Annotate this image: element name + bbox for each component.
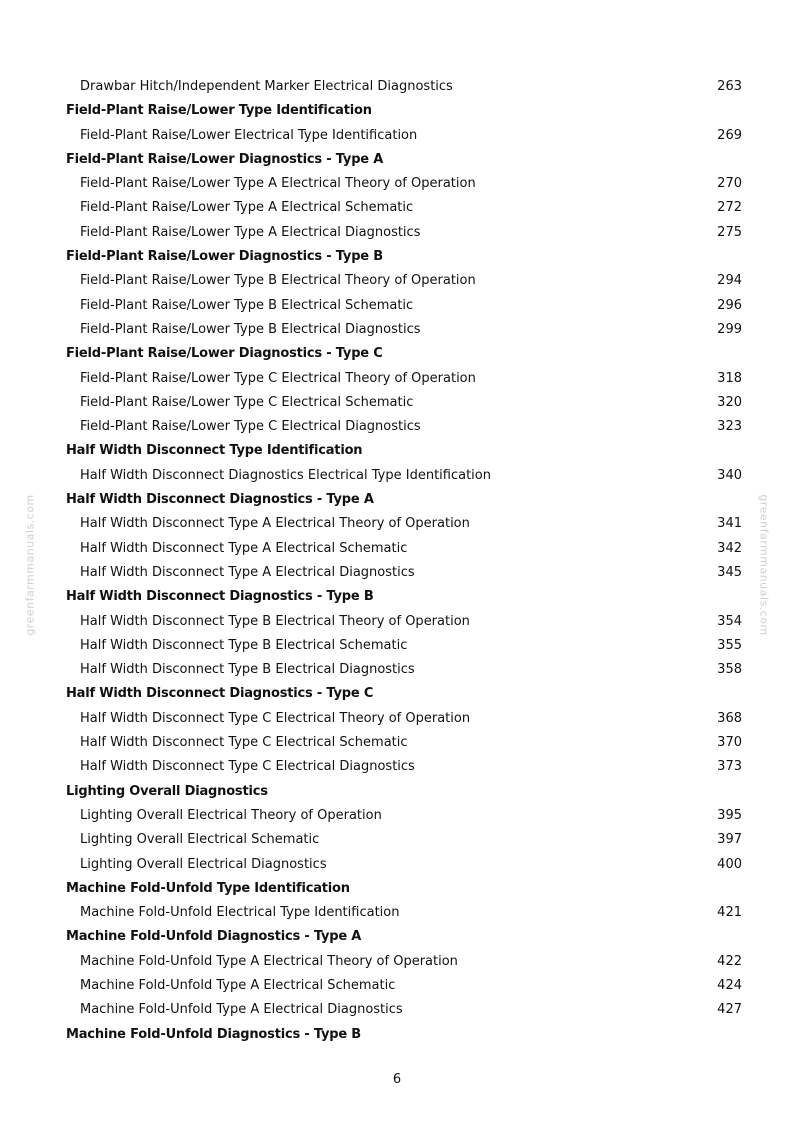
toc-entry[interactable] <box>66 974 742 998</box>
toc-page-number: 272 <box>717 200 742 216</box>
toc-entry[interactable] <box>66 537 742 561</box>
toc-entry-title: Drawbar Hitch/Independent Marker Electrical Diagnostics <box>80 79 453 94</box>
toc-entry-title: Field-Plant Raise/Lower Type A Electrical Theory of Operation <box>80 176 476 192</box>
toc-entry-title: Half Width Disconnect Type B Electrical Schematic <box>80 637 408 653</box>
toc-section-heading <box>66 877 742 901</box>
toc-entry-title: Field-Plant Raise/Lower Type C Electrical Theory of Operation <box>80 370 476 386</box>
toc-page-number: 342 <box>717 540 742 556</box>
toc-entry-title: Machine Fold-Unfold Type A Electrical Schematic <box>80 977 396 993</box>
toc-section-heading <box>66 148 742 172</box>
toc-entry-title: Half Width Disconnect Type C Electrical Schematic <box>80 735 408 751</box>
toc-heading-title: Lighting Overall Diagnostics <box>66 783 268 799</box>
toc-entry-title: Half Width Disconnect Type B Electrical Diagnostics <box>80 662 415 678</box>
toc-page-number: 424 <box>717 977 742 993</box>
toc-section-heading <box>66 99 742 123</box>
toc-page-number: 318 <box>717 370 742 386</box>
toc-heading-title: Field-Plant Raise/Lower Type Identification <box>66 103 372 119</box>
toc-entry[interactable] <box>66 634 742 658</box>
toc-entry-title: Half Width Disconnect Diagnostics Electrical Type Identification <box>80 467 491 483</box>
toc-entry[interactable] <box>66 318 742 342</box>
toc-entry[interactable] <box>66 294 742 318</box>
toc-section-heading <box>66 780 742 804</box>
toc-page-number: 270 <box>717 176 742 192</box>
toc-entry[interactable] <box>66 512 742 536</box>
toc-entry-title: Field-Plant Raise/Lower Type C Electrical Diagnostics <box>80 419 421 435</box>
toc-entry-title: Field-Plant Raise/Lower Type B Electrical Schematic <box>80 297 414 313</box>
toc-entry-title: Machine Fold-Unfold Electrical Type Identification <box>80 905 400 921</box>
toc-page-number: 427 <box>717 1002 742 1018</box>
toc-entry[interactable] <box>66 391 742 415</box>
toc-entry-title: Half Width Disconnect Type C Electrical Theory of Operation <box>80 710 471 726</box>
toc-entry-title: Field-Plant Raise/Lower Type B Electrical Diagnostics <box>80 321 421 337</box>
toc-page-number: 421 <box>717 905 742 921</box>
toc-entry-title: Half Width Disconnect Type C Electrical Diagnostics <box>80 759 415 775</box>
toc-section-heading <box>66 682 742 706</box>
toc-entry-title: Lighting Overall Electrical Theory of Operation <box>80 807 382 823</box>
page-number: 6 <box>392 1072 402 1087</box>
toc-entry-title: Machine Fold-Unfold Type A Electrical Theory of Operation <box>80 953 458 969</box>
toc-page-number: 345 <box>717 564 742 580</box>
toc-entry[interactable] <box>66 561 742 585</box>
toc-entry[interactable] <box>66 172 742 196</box>
toc-section-heading <box>66 439 742 463</box>
toc-page-number: 355 <box>717 637 742 653</box>
toc-entry[interactable] <box>66 707 742 731</box>
toc-section-heading <box>66 585 742 609</box>
toc-heading-title: Half Width Disconnect Diagnostics - Type C <box>66 686 374 702</box>
toc-page-number: 323 <box>717 419 742 435</box>
toc-entry[interactable] <box>66 731 742 755</box>
toc-entry[interactable] <box>66 221 742 245</box>
toc-entry[interactable] <box>66 853 742 877</box>
toc-entry[interactable] <box>66 755 742 779</box>
toc-entry[interactable] <box>66 464 742 488</box>
toc-page-number: 397 <box>717 832 742 848</box>
toc-heading-title: Field-Plant Raise/Lower Diagnostics - Type B <box>66 249 383 265</box>
toc-section-heading <box>66 925 742 949</box>
toc-entry[interactable] <box>66 415 742 439</box>
toc-page-number: 294 <box>717 273 742 289</box>
toc-entry[interactable] <box>66 950 742 974</box>
toc-page-number: 368 <box>717 710 742 726</box>
toc-entry[interactable] <box>66 901 742 925</box>
toc-heading-title: Half Width Disconnect Diagnostics - Type B <box>66 589 374 605</box>
toc-entry-title: Half Width Disconnect Type A Electrical Diagnostics <box>80 564 415 580</box>
toc-page-number: 299 <box>717 321 742 337</box>
toc-entry[interactable] <box>66 124 742 148</box>
toc-heading-title: Field-Plant Raise/Lower Diagnostics - Type C <box>66 346 383 362</box>
toc-heading-title: Half Width Disconnect Type Identification <box>66 443 363 459</box>
toc-entry[interactable] <box>66 998 742 1022</box>
toc-section-heading <box>66 342 742 366</box>
toc-entry-title: Field-Plant Raise/Lower Type A Electrical Schematic <box>80 200 414 216</box>
toc-entry[interactable] <box>66 196 742 220</box>
toc-entry-title: Lighting Overall Electrical Schematic <box>80 832 320 848</box>
toc-page-number: 354 <box>717 613 742 629</box>
toc-heading-title: Machine Fold-Unfold Diagnostics - Type B <box>66 1026 362 1042</box>
toc-entry[interactable] <box>66 610 742 634</box>
toc-entry-title: Field-Plant Raise/Lower Electrical Type Identification <box>80 127 418 143</box>
toc-page-number: 358 <box>717 662 742 678</box>
toc-page-number: 340 <box>717 467 742 483</box>
toc-entry-title: Half Width Disconnect Type A Electrical Theory of Operation <box>80 516 470 532</box>
toc-page-number: 400 <box>717 856 742 872</box>
toc-entry[interactable] <box>66 269 742 293</box>
toc-page-number: 263 <box>717 79 742 94</box>
toc-page-number: 395 <box>717 807 742 823</box>
toc-section-heading <box>66 488 742 512</box>
toc-entry-title: Lighting Overall Electrical Diagnostics <box>80 856 327 872</box>
toc-entry-title: Field-Plant Raise/Lower Type B Electrical Theory of Operation <box>80 273 476 289</box>
toc-entry[interactable] <box>66 658 742 682</box>
toc-page-number: 296 <box>717 297 742 313</box>
toc-heading-title: Field-Plant Raise/Lower Diagnostics - Type A <box>66 151 384 167</box>
toc-entry-title: Machine Fold-Unfold Type A Electrical Diagnostics <box>80 1002 403 1018</box>
toc-section-heading <box>66 1023 742 1047</box>
toc-page-number: 341 <box>717 516 742 532</box>
watermark-left: greenfarmmanuals.com <box>23 494 37 636</box>
toc-entry-title: Half Width Disconnect Type A Electrical Schematic <box>80 540 408 556</box>
toc-page-number: 275 <box>717 224 742 240</box>
toc-heading-title: Half Width Disconnect Diagnostics - Type A <box>66 492 374 508</box>
toc-page-number: 370 <box>717 735 742 751</box>
table-of-contents <box>66 75 742 1047</box>
watermark-right: greenfarmmanuals.com <box>757 494 771 636</box>
toc-entry[interactable] <box>66 367 742 391</box>
toc-page-number: 320 <box>717 394 742 410</box>
toc-page-number: 373 <box>717 759 742 775</box>
toc-page-number: 422 <box>717 953 742 969</box>
toc-entry-title: Field-Plant Raise/Lower Type A Electrical Diagnostics <box>80 224 421 240</box>
toc-page-number: 269 <box>717 127 742 143</box>
toc-heading-title: Machine Fold-Unfold Diagnostics - Type A <box>66 929 362 945</box>
toc-section-heading <box>66 245 742 269</box>
toc-heading-title: Machine Fold-Unfold Type Identification <box>66 880 350 896</box>
toc-entry[interactable] <box>66 75 742 99</box>
toc-entry-title: Field-Plant Raise/Lower Type C Electrical Schematic <box>80 394 414 410</box>
toc-entry[interactable] <box>66 804 742 828</box>
toc-entry[interactable] <box>66 828 742 852</box>
toc-entry-title: Half Width Disconnect Type B Electrical Theory of Operation <box>80 613 470 629</box>
